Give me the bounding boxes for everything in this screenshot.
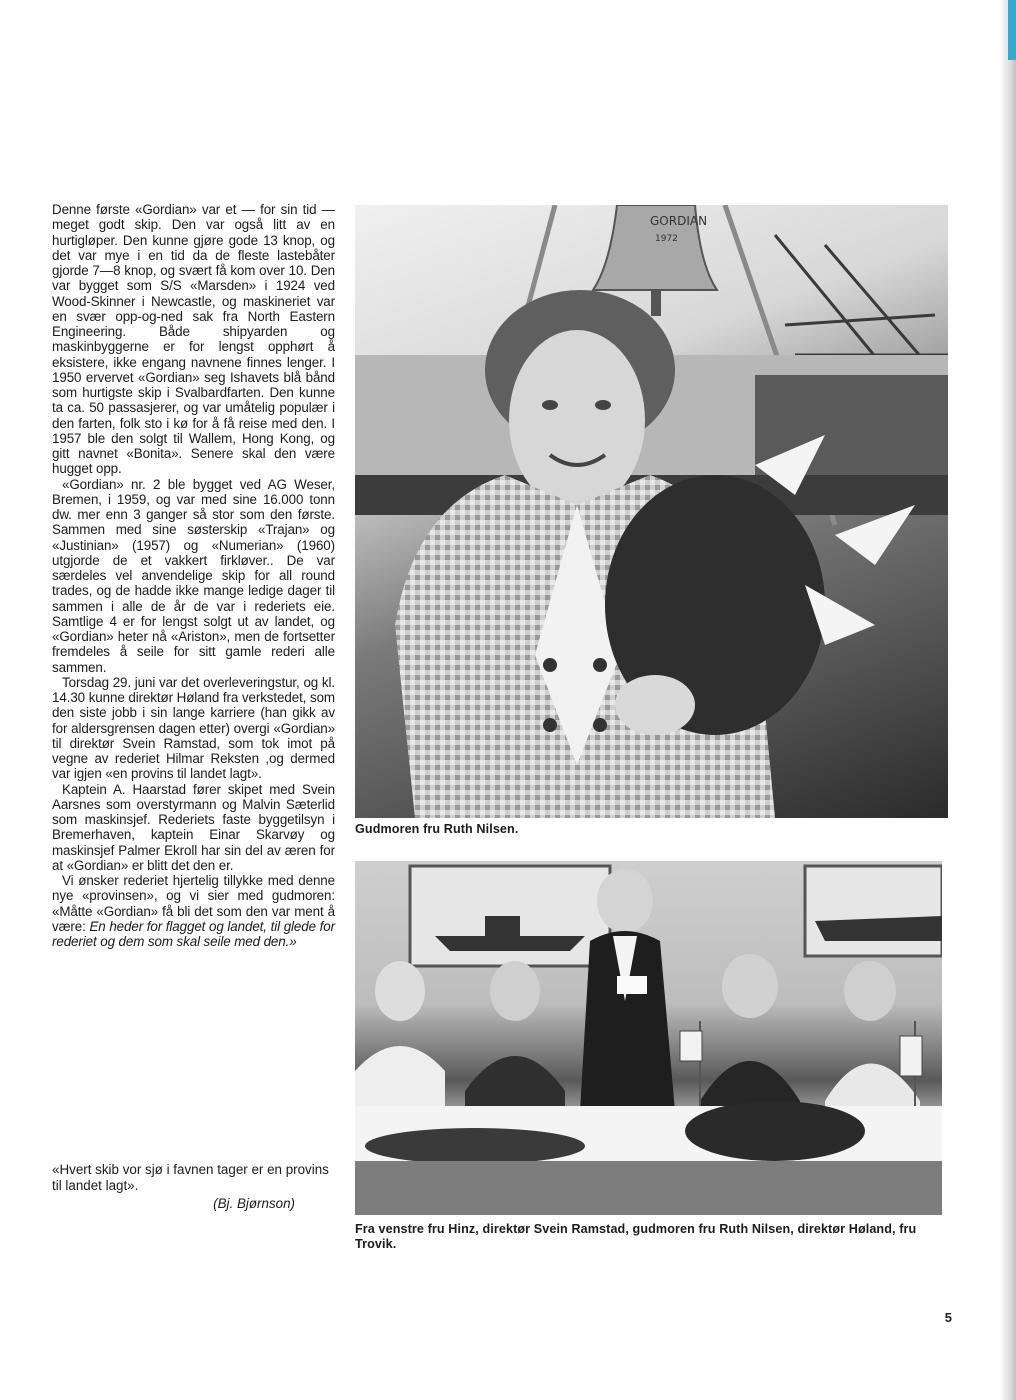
article-paragraph-2: «Gordian» nr. 2 ble bygget ved AG Weser, Bremen, i 1959, og var med sine 16.000 tonn dw. mer enn 3 ganger så stor som den første. Sammen med sine søsterskip «Trajan» og «Justinian» (1957) og «Numerian» (1960) utgjorde de et vakkert firkløver.. De var særdeles vel anvendelige skip for all round trades, og de hadde ikke mange ledige dager til sammen i alle de år de var i rederiets eie. Samtlige 4 er for lengst solgt ut av landet, og «Gordian» heter nå «Ariston», men de fortsetter fremdeles å seile for sitt gamle rederi alle sammen. xyxy=(52,476,335,675)
page-edge-shadow xyxy=(1002,0,1016,1400)
article-paragraph-5-italic: En heder for flagget og landet, til glede for rederiet og dem som skal seile med den.» xyxy=(52,918,335,949)
photo-godmother xyxy=(355,205,948,818)
quote-text: «Hvert skib vor sjø i favnen tager er en provins til landet lagt». xyxy=(52,1162,329,1193)
article-paragraph-1: Denne første «Gordian» var et — for sin tid — meget godt skip. Den var også litt av en hurtigløper. Den kunne gjøre gode 13 knop, og det var mye i en tid da de fleste lastebåter gjorde 7—8 knop, og svært få kom over 10. Den var bygget som S/S «Marsden» i 1924 ved Wood-Skinner i Newcastle, og maskineriet var en svær opp-og-ned sak fra North Eastern Engineering. Både shipyarden og maskinbyggerne er for lengst opphørt å eksistere, ikke engang navnene finnes lenger. I 1950 ervervet «Gordian» seg Ishavets blå bånd som hurtigste skip i Svalbardfarten. Den kunne ta ca. 50 passasjerer, og var umåtelig populær i den farten, folk sto i kø for å få reise med den. I 1957 ble den solgt til Wallem, Hong Kong, og gitt navnet «Bonita». Senere skal den være hugget opp. xyxy=(52,202,335,477)
page-edge-tint xyxy=(1008,0,1016,60)
article-paragraph-3: Torsdag 29. juni var det overleveringstur, og kl. 14.30 kunne direktør Høland fra verkstedet, som den siste jobb i sin lange karriere (han gikk av for aldersgrensen dagen etter) overgi «Gordian» til direktør Svein Ramstad, som tok imot på vegne av rederiet Hilmar Reksten ,og dermed var igjen «en provins til landet lagt». xyxy=(52,674,335,782)
closing-quote xyxy=(52,1162,335,1212)
photo-godmother-caption: Gudmoren fru Ruth Nilsen. xyxy=(355,822,519,836)
photo-banquet xyxy=(355,861,942,1215)
quote-author: (Bj. Bjørnson) xyxy=(213,1196,295,1211)
article-paragraph-5-plain: Vi ønsker rederiet hjertelig tillykke med denne nye «provinsen», og vi sier med gudmoren: «Måtte «Gordian» få bli det som den var ment å være: xyxy=(52,873,335,934)
article-paragraph-4: Kaptein A. Haarstad fører skipet med Svein Aarsnes som overstyrmann og Malvin Sæterlid som maskinsjef. Rederiets faste byggetilsyn i Bremerhaven, kaptein Einar Skarvøy og maskinsjef Palmer Ekroll har sin del av æren for at «Gordian» er blitt det den er. xyxy=(52,781,335,873)
bell-year: 1972 xyxy=(655,234,678,244)
bell-name: GORDIAN xyxy=(650,214,708,228)
article-paragraph-5 xyxy=(52,873,335,949)
photo-banquet-illustration xyxy=(355,861,942,1215)
page-number: 5 xyxy=(944,1310,952,1325)
article-column xyxy=(52,202,335,949)
photo-godmother-illustration xyxy=(355,205,948,818)
photo-banquet-caption: Fra venstre fru Hinz, direktør Svein Ramstad, gudmoren fru Ruth Nilsen, direktør Høland, fru Trovik. xyxy=(355,1222,917,1251)
